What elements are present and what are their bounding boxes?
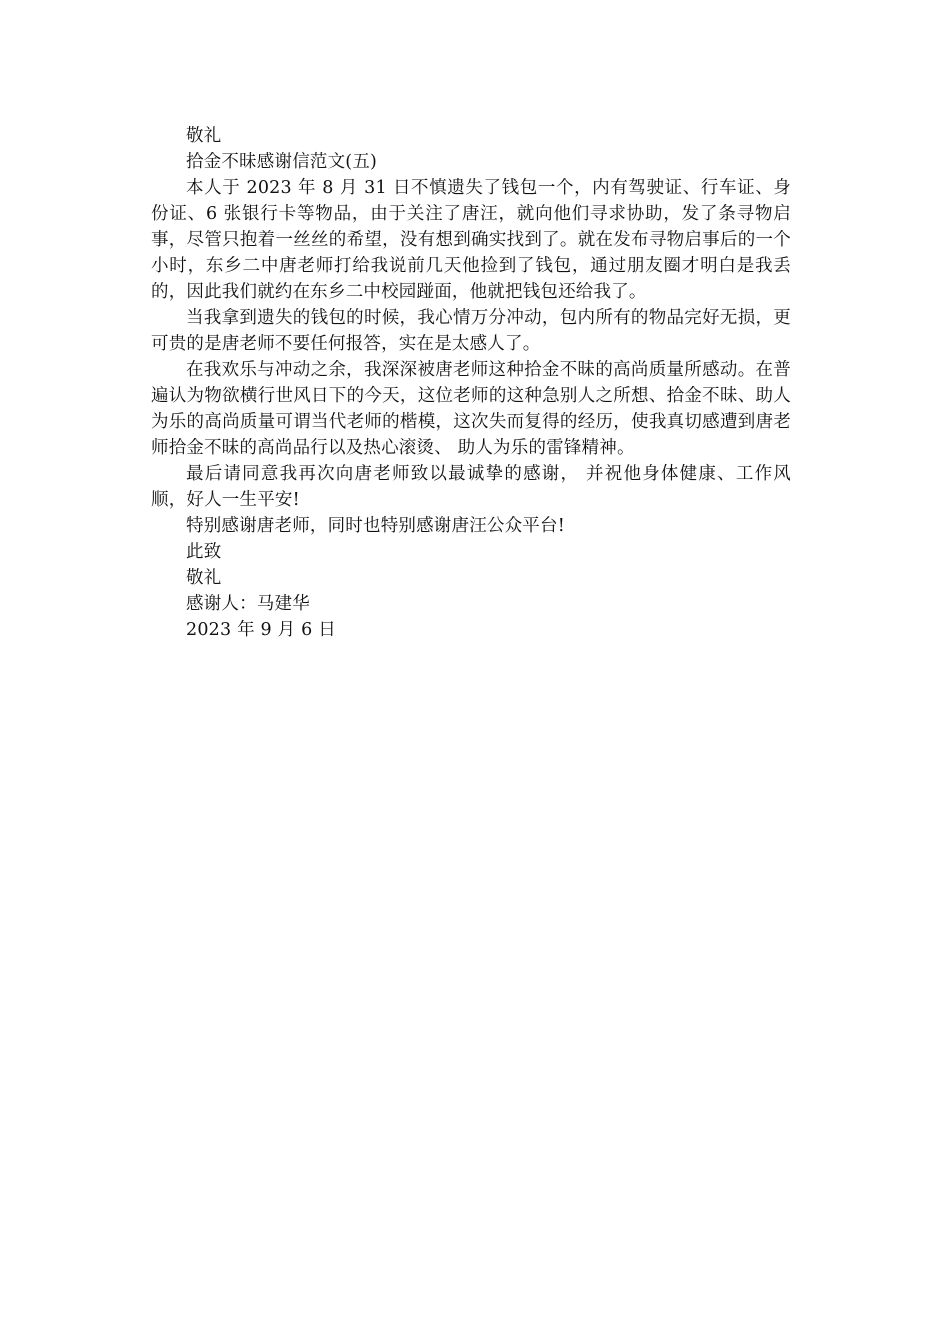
closing-salutation: 敬礼 (186, 568, 222, 588)
closing-salutation-top: 敬礼 (186, 126, 222, 146)
body-paragraph: 当我拿到遗失的钱包的时候，我心情万分冲动，包内所有的物品完好无损，更可贵的是唐老师不要任何报答，实在是太感人了。 (151, 308, 791, 354)
signature: 感谢人：马建华 (186, 594, 310, 614)
closing-phrase: 此致 (186, 542, 222, 562)
document-body (151, 123, 791, 643)
body-paragraph: 特别感谢唐老师，同时也特别感谢唐汪公众平台! (186, 516, 565, 536)
body-paragraph: 本人于 2023 年 8 月 31 日不慎遗失了钱包一个，内有驾驶证、行车证、身份证、6 张银行卡等物品，由于关注了唐汪，就向他们寻求协助，发了条寻物启事，尽管只抱着一丝丝的希望，没有想到确实找到了。就在发布寻物启事后的一个小时，东乡二中唐老师打给我说前几天他捡到了钱包，通过朋友圈才明白是我丢的，因此我们就约在东乡二中校园踫面，他就把钱包还给我了。 (151, 178, 791, 302)
body-paragraph: 在我欢乐与冲动之余，我深深被唐老师这种拾金不昧的高尚质量所感动。在普遍认为物欲横行世风日下的今天，这位老师的这种急别人之所想、拾金不昧、助人为乐的高尚质量可谓当代老师的楷模，这次失而复得的经历，使我真切感遭到唐老师拾金不昧的高尚品行以及热心滚烫、 助人为乐的雷锋精神。 (151, 360, 791, 458)
body-paragraph: 最后请同意我再次向唐老师致以最诚挚的感谢， 并祝他身体健康、工作风顺，好人一生平安! (151, 464, 791, 510)
date: 2023 年 9 月 6 日 (186, 620, 336, 640)
section-title: 拾金不昧感谢信范文(五) (186, 152, 378, 172)
